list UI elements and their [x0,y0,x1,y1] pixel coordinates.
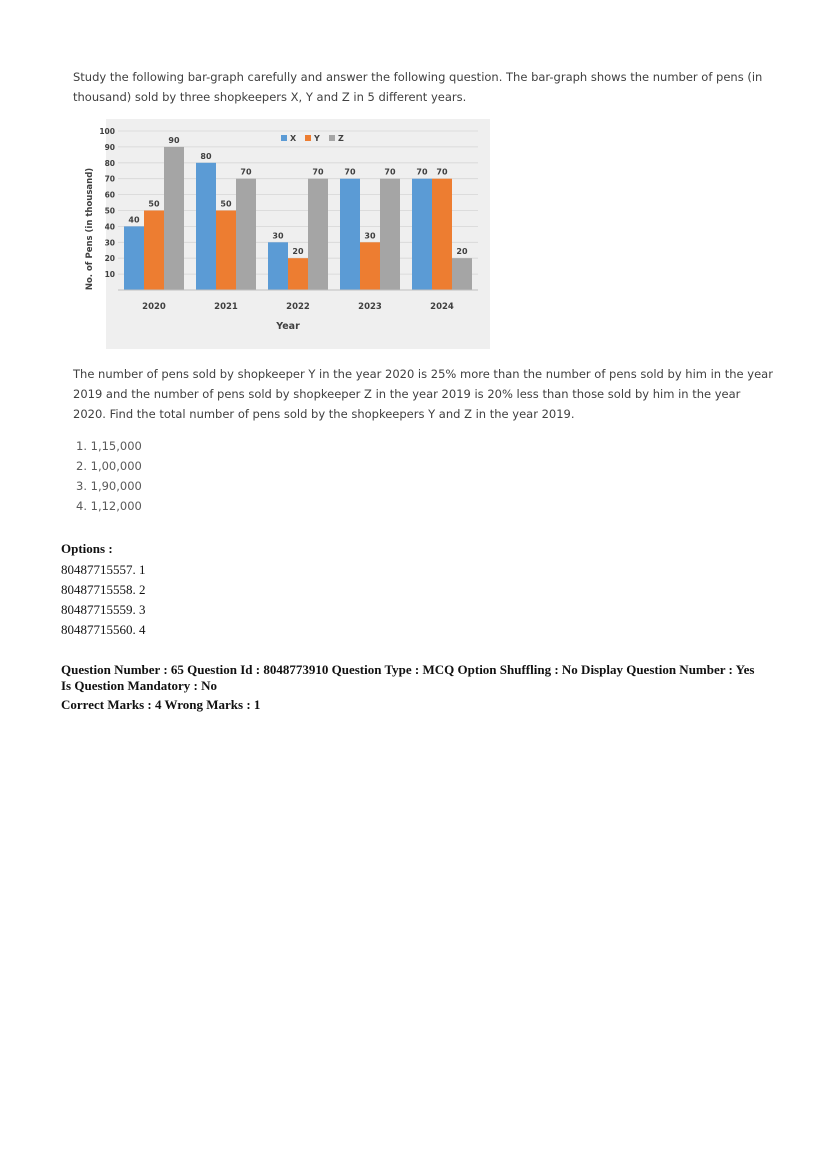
mandatory-line: Is Question Mandatory : No [61,678,218,693]
x-tick-label: 2020 [142,302,166,312]
bar-chart [76,119,490,349]
bar-z-2020 [164,147,184,290]
x-tick-label: 2024 [430,302,454,312]
bar-z-2023 [380,179,400,290]
y-axis-label: No. of Pens (in thousand) [85,167,95,291]
legend-swatch [281,135,287,141]
data-label: 50 [148,199,160,209]
options-list [61,560,146,640]
choice-2: 2. 1,00,000 [76,459,142,473]
data-label: 50 [220,199,232,209]
y-tick-label: 30 [104,238,115,248]
bar-chart-svg [76,119,490,349]
x-tick-label: 2021 [214,302,238,312]
data-label: 70 [416,167,428,177]
option-id-4: 80487715560. 4 [61,622,146,637]
legend-swatch [329,135,335,141]
bar-z-2024 [452,258,472,290]
bar-y-2021 [216,211,236,291]
marks-line: Correct Marks : 4 Wrong Marks : 1 [61,697,261,712]
x-axis-label: Year [276,321,300,332]
bar-z-2021 [236,179,256,290]
y-tick-label: 60 [104,190,115,200]
option-id-2: 80487715558. 2 [61,582,146,597]
data-label: 70 [436,167,448,177]
bar-y-2023 [360,242,380,290]
y-tick-label: 100 [99,127,115,136]
answer-choices [76,436,142,516]
legend-label: Y [314,134,320,143]
data-label: 20 [292,247,304,257]
data-label: 40 [128,215,140,225]
y-tick-label: 80 [104,158,115,168]
y-tick-label: 70 [104,174,115,184]
options-title: Options : [61,541,113,556]
bar-x-2024 [412,179,432,290]
choice-3: 3. 1,90,000 [76,479,142,493]
y-tick-label: 20 [104,254,115,264]
data-label: 70 [384,167,396,177]
legend-label: Z [338,134,344,143]
data-label: 70 [240,167,252,177]
y-tick-label: 50 [104,206,115,216]
bar-x-2021 [196,163,216,290]
y-tick-label: 10 [104,270,115,280]
bar-y-2020 [144,211,164,291]
y-tick-label: 40 [104,222,115,232]
data-label: 80 [200,151,212,161]
data-label: 30 [364,231,376,241]
question-intro: Study the following bar-graph carefully and answer the following question. The bar-graph shows the number of pens (in thousand) sold by three shopkeepers X, Y and Z in 5 different years. [73,70,763,104]
choice-4: 4. 1,12,000 [76,499,142,513]
bar-y-2024 [432,179,452,290]
option-id-3: 80487715559. 3 [61,602,146,617]
choice-1: 1. 1,15,000 [76,439,142,453]
data-label: 30 [272,231,284,241]
x-tick-label: 2023 [358,302,382,312]
legend-swatch [305,135,311,141]
bar-x-2023 [340,179,360,290]
bar-y-2022 [288,258,308,290]
bar-x-2020 [124,226,144,290]
bar-x-2022 [268,242,288,290]
question-text: The number of pens sold by shopkeeper Y in the year 2020 is 25% more than the number of pens sold by him in the year 2019 and the number of pens sold by shopkeeper Z in the year 2019 is 20% less than those sold by him in the year 2020. Find the total number of pens sold by the shopkeepers Y and Z in the year 2019. [73,367,773,421]
x-tick-label: 2022 [286,302,310,312]
data-label: 20 [456,247,468,257]
legend-label: X [290,134,297,143]
data-label: 70 [344,167,356,177]
next-question-meta [61,662,781,694]
option-id-1: 80487715557. 1 [61,562,146,577]
y-tick-label: 90 [104,142,115,152]
data-label: 70 [312,167,324,177]
bar-z-2022 [308,179,328,290]
question-meta-line: Question Number : 65 Question Id : 8048773910 Question Type : MCQ Option Shuffling : No Display Question Number : Yes [61,662,755,677]
data-label: 90 [168,135,180,145]
